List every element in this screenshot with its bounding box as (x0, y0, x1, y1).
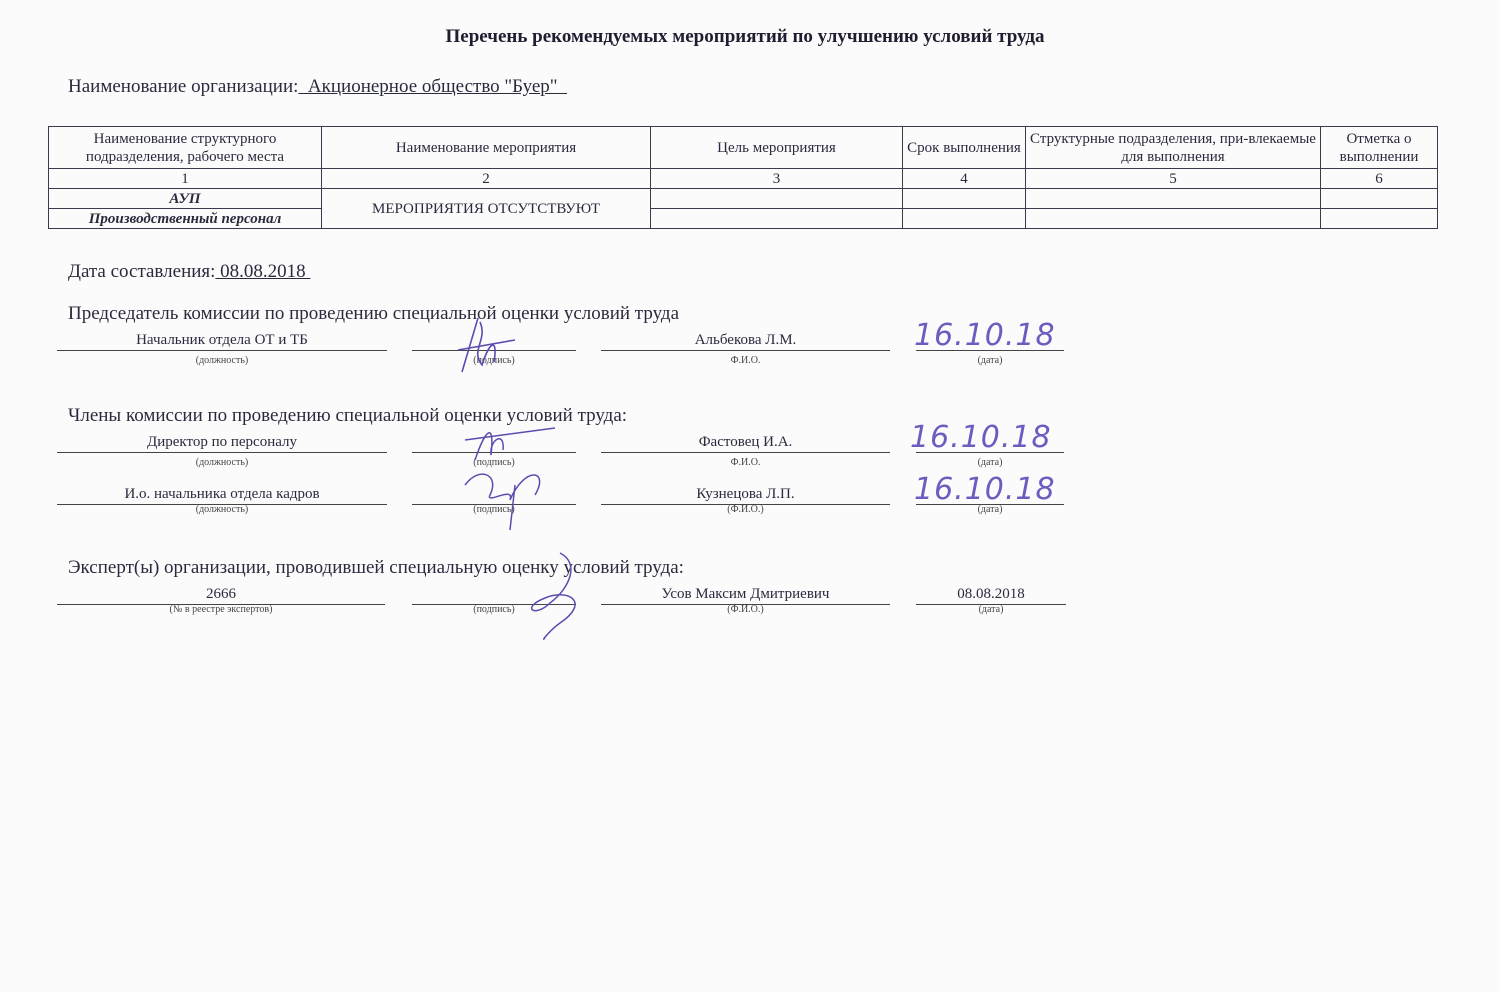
page-title: Перечень рекомендуемых мероприятий по улучшению условий труда (445, 26, 1045, 47)
table-row (49, 209, 1438, 229)
caption-position: (должность) (195, 457, 249, 468)
caption-signature: (подпись) (473, 504, 515, 515)
chairman-handwritten-date: 16.10.18 (914, 318, 1056, 353)
expert-date: 08.08.2018 (916, 584, 1066, 605)
member-1-signature-line (412, 432, 576, 453)
member-1-position: Директор по персоналу (57, 432, 387, 453)
header-cell: Наименование мероприятия (322, 127, 651, 169)
expert-name: Усов Максим Дмитриевич (601, 584, 890, 605)
caption-date: (дата) (977, 457, 1003, 468)
chairman-name: Альбекова Л.М. (601, 330, 890, 351)
empty-cell (1026, 189, 1321, 209)
caption-date: (дата) (977, 504, 1003, 515)
header-cell: Цель мероприятия (651, 127, 903, 169)
caption-signature: (подпись) (473, 604, 515, 615)
column-number: 2 (322, 169, 651, 189)
chairman-heading: Председатель комиссии по проведению специальной оценки условий труда (68, 303, 679, 324)
empty-cell (1321, 209, 1438, 229)
measures-table (48, 126, 1438, 229)
measure-cell: МЕРОПРИЯТИЯ ОТСУТСТВУЮТ (322, 189, 651, 229)
header-cell: Структурные подразделения, при-влекаемые для выполнения (1026, 127, 1321, 169)
empty-cell (903, 209, 1026, 229)
column-number-row (49, 169, 1438, 189)
caption-date: (дата) (977, 355, 1003, 366)
member-1-name: Фастовец И.А. (601, 432, 890, 453)
empty-cell (1026, 209, 1321, 229)
expert-registry-number: 2666 (57, 584, 385, 605)
caption-registry: (№ в реестре экспертов) (169, 604, 273, 615)
date-value: 08.08.2018 (215, 261, 311, 282)
department-cell: Производственный персонал (49, 209, 322, 229)
member-2-signature-line (412, 484, 576, 505)
column-number: 5 (1026, 169, 1321, 189)
caption-fio: Ф.И.О. (730, 457, 761, 468)
empty-cell (651, 209, 903, 229)
column-number: 6 (1321, 169, 1438, 189)
organization-name: Акционерное общество "Буер" (298, 76, 568, 97)
table-row (49, 189, 1438, 209)
chairman-position: Начальник отдела ОТ и ТБ (57, 330, 387, 351)
date-label: Дата составления: (68, 261, 216, 282)
table-header-row (49, 127, 1438, 169)
column-number: 4 (903, 169, 1026, 189)
caption-signature: (подпись) (473, 457, 515, 468)
caption-fio: (Ф.И.О.) (727, 604, 764, 615)
date-row (68, 261, 310, 283)
column-number: 3 (651, 169, 903, 189)
member-2-position: И.о. начальника отдела кадров (57, 484, 387, 505)
empty-cell (651, 189, 903, 209)
caption-fio: Ф.И.О. (730, 355, 761, 366)
caption-position: (должность) (195, 504, 249, 515)
caption-position: (должность) (195, 355, 249, 366)
column-number: 1 (49, 169, 322, 189)
caption-fio: (Ф.И.О.) (727, 504, 764, 515)
header-cell: Отметка о выполнении (1321, 127, 1438, 169)
organization-label: Наименование организации: (68, 76, 299, 97)
member-1-handwritten-date: 16.10.18 (910, 420, 1052, 455)
header-cell: Наименование структурного подразделения, рабочего места (49, 127, 322, 169)
experts-heading: Эксперт(ы) организации, проводившей специальную оценку условий труда: (68, 557, 684, 578)
empty-cell (1321, 189, 1438, 209)
empty-cell (903, 189, 1026, 209)
chairman-signature-line (412, 330, 576, 351)
caption-date: (дата) (978, 604, 1004, 615)
member-2-handwritten-date: 16.10.18 (914, 472, 1056, 507)
department-cell: АУП (49, 189, 322, 209)
members-heading: Члены комиссии по проведению специальной оценки условий труда: (68, 405, 628, 426)
member-2-name: Кузнецова Л.П. (601, 484, 890, 505)
header-cell: Срок выполнения (903, 127, 1026, 169)
caption-signature: (подпись) (473, 355, 515, 366)
expert-signature-line (412, 584, 576, 605)
organization-row (68, 76, 567, 98)
